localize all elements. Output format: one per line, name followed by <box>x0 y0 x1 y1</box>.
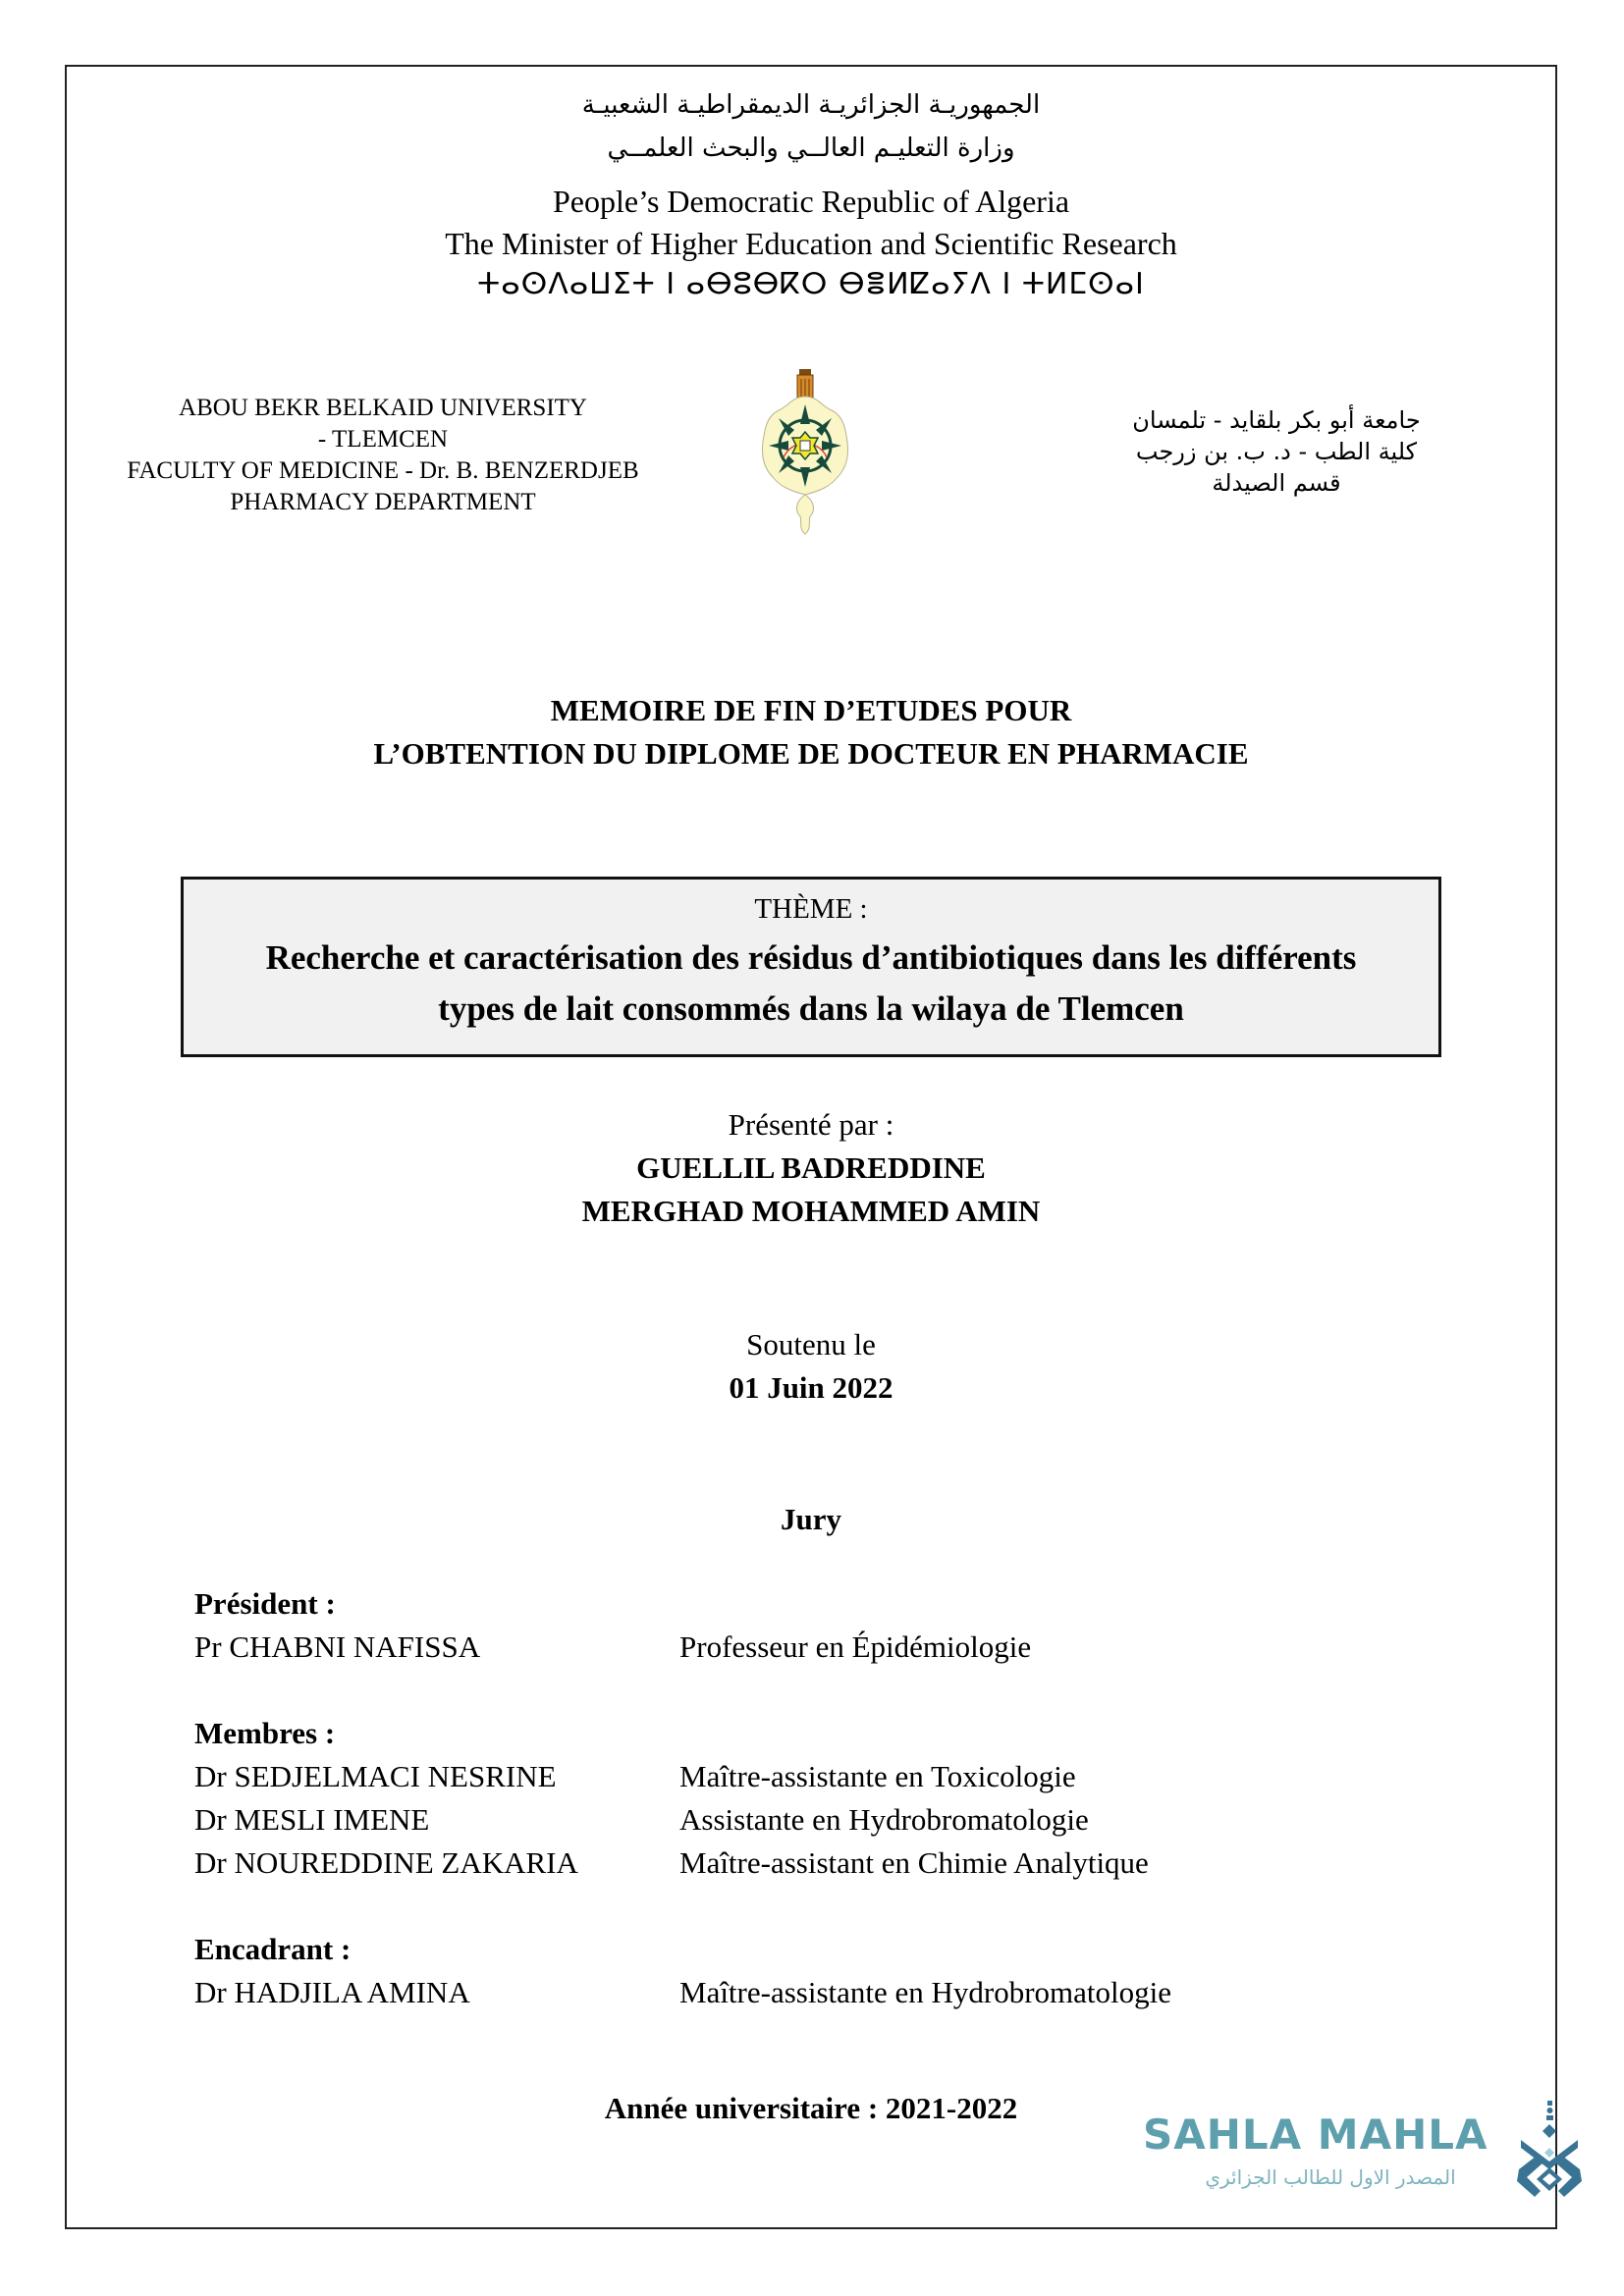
header-english-republic: People’s Democratic Republic of Algeria <box>552 184 1070 219</box>
sahla-mahla-watermark <box>1139 2110 1571 2218</box>
memoire-title-line1: MEMOIRE DE FIN D’ETUDES POUR <box>550 693 1072 727</box>
header-arabic-republic: الجمهوريـة الجزائريـة الديمقراطيـة الشعبيـة <box>581 90 1041 120</box>
author-name: MERGHAD MOHAMMED AMIN <box>581 1194 1041 1228</box>
supervisor-heading: Encadrant : <box>194 1932 352 1966</box>
institution-line: - TLEMCEN <box>317 426 449 453</box>
institution-line-arabic: جامعة أبو بكر بلقايد - تلمسان <box>1132 406 1421 434</box>
theme-box <box>181 877 1441 1057</box>
theme-title <box>184 933 1438 1035</box>
header-arabic-ministry: وزارة التعليـم العالــي والبحث العلمــي <box>607 133 1015 163</box>
institution-line: PHARMACY DEPARTMENT <box>230 489 536 515</box>
header-tifinagh: ⵜⴰⵙⴷⴰⵡⵉⵜ ⵏ ⴰⴱⵓⴱⴽⵔ ⴱⴻⵍⵇⴰⵢⴷ ⵏ ⵜⵍⵎⵙⴰⵏ <box>477 267 1145 301</box>
watermark-tagline: المصدر الاول للطالب الجزائري <box>1205 2165 1456 2189</box>
member-name: Dr SEDJELMACI NESRINE <box>194 1759 557 1793</box>
author-name: GUELLIL BADREDDINE <box>636 1150 986 1185</box>
theme-label: THÈME : <box>754 893 868 925</box>
member-role: Maître-assistant en Chimie Analytique <box>679 1845 1149 1880</box>
institution-english <box>88 393 677 518</box>
defense-label: Soutenu le <box>746 1327 876 1362</box>
sahla-mahla-logo-icon <box>1515 2101 1584 2204</box>
defense-date: 01 Juin 2022 <box>729 1370 893 1405</box>
president-heading: Président : <box>194 1586 336 1621</box>
jury-title: Jury <box>781 1502 841 1536</box>
university-emblem-icon <box>759 367 851 536</box>
member-role: Maître-assistante en Toxicologie <box>679 1759 1076 1793</box>
member-name: Dr MESLI IMENE <box>194 1802 430 1837</box>
members-heading: Membres : <box>194 1716 336 1750</box>
institution-line: ABOU BEKR BELKAID UNIVERSITY <box>179 395 587 421</box>
president-role: Professeur en Épidémiologie <box>679 1629 1032 1664</box>
theme-title-line1: Recherche et caractérisation des résidus d’antibiotiques dans les différents <box>265 938 1357 977</box>
watermark-brand: SAHLA MAHLA <box>1143 2110 1489 2159</box>
academic-year: Année universitaire : 2021-2022 <box>604 2091 1018 2125</box>
supervisor-name: Dr HADJILA AMINA <box>194 1975 470 2009</box>
theme-title-line2: types de lait consommés dans la wilaya de Tlemcen <box>438 989 1184 1028</box>
member-role: Assistante en Hydrobromatologie <box>679 1802 1089 1837</box>
supervisor-role: Maître-assistante en Hydrobromatologie <box>679 1975 1172 2009</box>
institution-line: FACULTY OF MEDICINE - Dr. B. BENZERDJEB <box>127 457 639 484</box>
institution-line-arabic: قسم الصيدلة <box>1212 469 1341 497</box>
member-name: Dr NOUREDDINE ZAKARIA <box>194 1845 578 1880</box>
institution-line-arabic: كلية الطب - د. ب. بن زرجب <box>1135 438 1418 465</box>
institution-arabic <box>1110 404 1443 499</box>
presented-label: Présenté par : <box>728 1107 894 1142</box>
president-name: Pr CHABNI NAFISSA <box>194 1629 481 1664</box>
header-english-ministry: The Minister of Higher Education and Scientific Research <box>445 226 1177 261</box>
memoire-title-line2: L’OBTENTION DU DIPLOME DE DOCTEUR EN PHARMACIE <box>373 736 1249 771</box>
